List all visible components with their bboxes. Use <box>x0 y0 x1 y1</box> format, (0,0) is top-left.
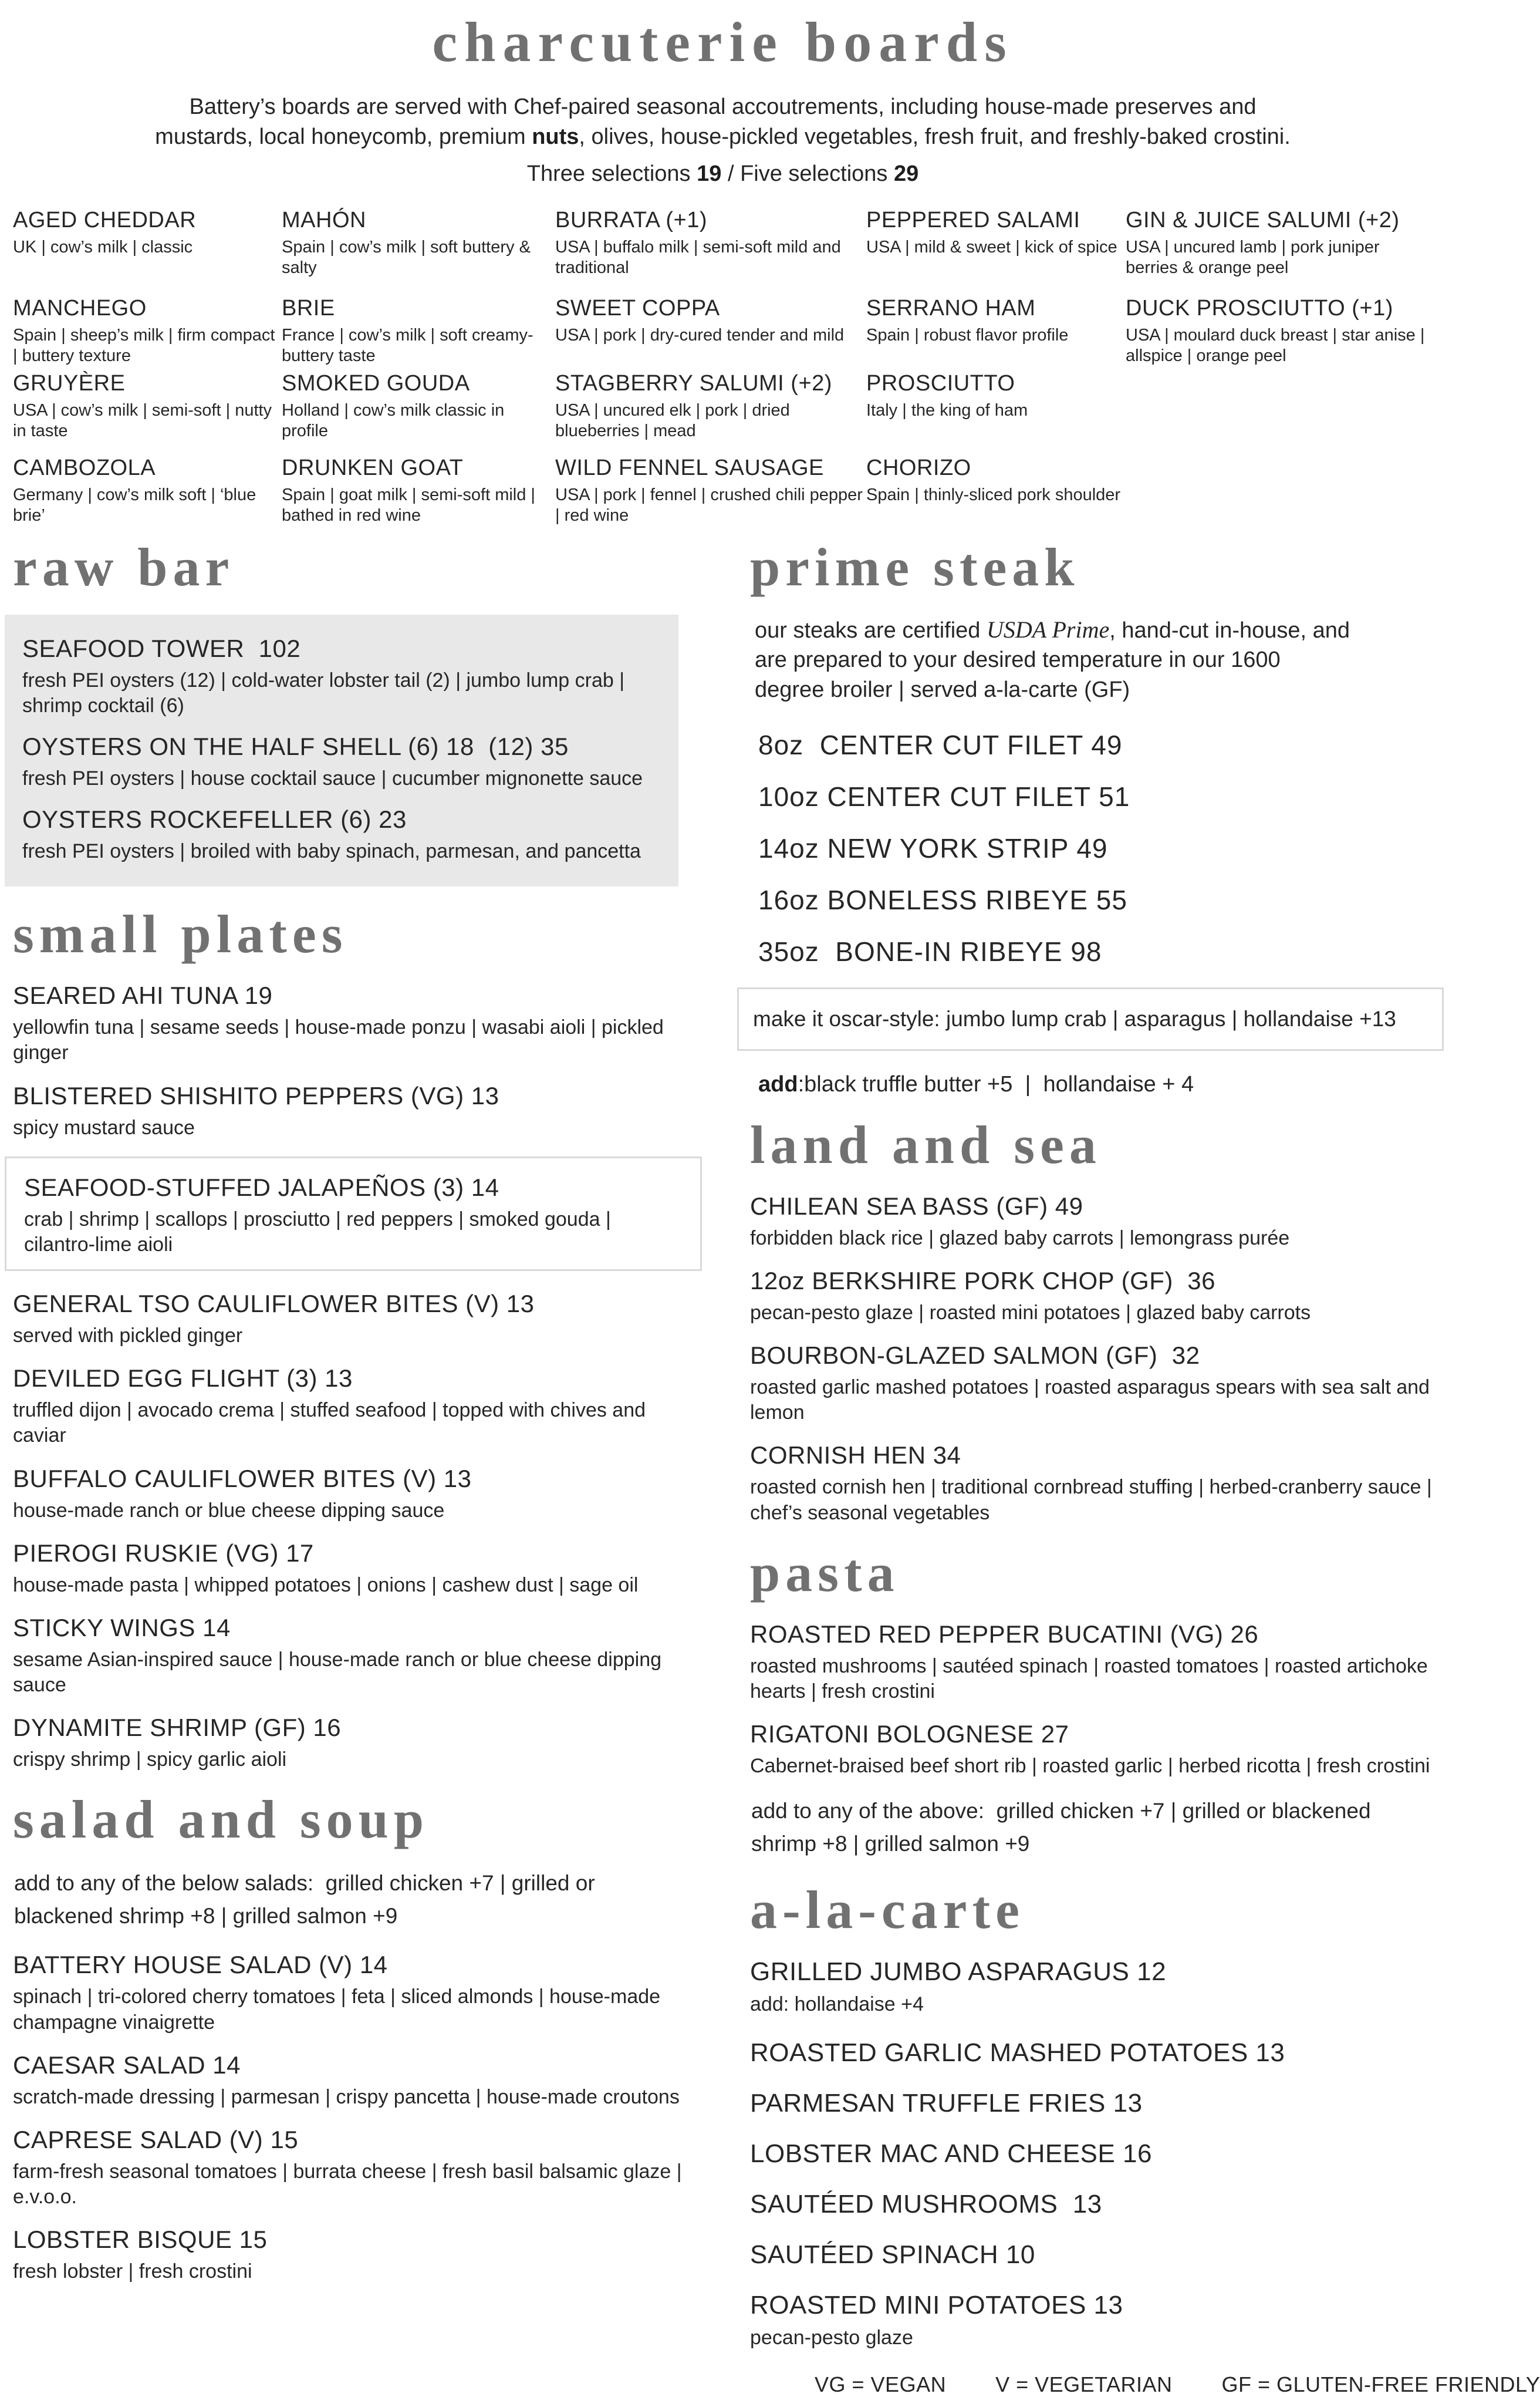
item-desc: France | cow’s milk | soft creamy-buttery taste <box>282 325 552 367</box>
item-name: CAMBOZOLA <box>13 456 278 481</box>
menu-item <box>866 371 1122 453</box>
item-name: SMOKED GOUDA <box>282 371 552 396</box>
intro-line2-before: mustards, local honeycomb, premium <box>155 124 532 149</box>
item-desc: USA | mild & sweet | kick of spice <box>866 237 1122 258</box>
item-name: CHILEAN SEA BASS (GF) 49 <box>750 1192 1433 1221</box>
item-name: CAPRESE SALAD (V) 15 <box>13 2126 689 2154</box>
menu-item <box>24 1174 683 1258</box>
item-name: BUFFALO CAULIFLOWER BITES (V) 13 <box>13 1465 689 1493</box>
menu-item <box>750 2240 1433 2270</box>
item-name: AGED CHEDDAR <box>13 208 278 233</box>
item-name: PROSCIUTTO <box>866 371 1122 396</box>
item-desc: house-made pasta | whipped potatoes | onions | cashew dust | sage oil <box>13 1573 689 1598</box>
menu-item <box>13 1290 689 1348</box>
dietary-legend <box>815 2372 1433 2397</box>
menu-item <box>750 1341 1433 1425</box>
menu-item <box>555 456 863 527</box>
raw-bar-box <box>5 615 678 887</box>
legend-vegetarian: V = VEGETARIAN <box>995 2372 1172 2397</box>
item-desc: crispy shrimp | spicy garlic aioli <box>13 1747 689 1772</box>
selections-label1: Three selections <box>527 161 697 186</box>
item-desc: scratch-made dressing | parmesan | crispy pancetta | house-made croutons <box>13 2085 689 2110</box>
menu-item <box>13 982 689 1066</box>
item-desc: USA | moulard duck breast | star anise | allspice | orange peel <box>1126 325 1433 367</box>
item-desc: truffled dijon | avocado crema | stuffed seafood | topped with chives and caviar <box>13 1398 689 1448</box>
menu-item <box>13 1465 689 1523</box>
section-heading-pasta: pasta <box>750 1542 1433 1604</box>
item-desc: spinach | tri-colored cherry tomatoes | feta | sliced almonds | house-made champagne vinaigrette <box>13 1984 689 2035</box>
menu-item <box>282 296 552 369</box>
item-name: GRUYÈRE <box>13 371 278 396</box>
item-desc: USA | buffalo milk | semi-soft mild and traditional <box>555 237 863 279</box>
item-desc: yellowfin tuna | sesame seeds | house-made ponzu | wasabi aioli | pickled ginger <box>13 1015 689 1066</box>
intro-text <box>19 92 1427 152</box>
menu-header <box>13 9 1433 187</box>
menu-item <box>750 1441 1433 1525</box>
menu-item <box>750 1267 1433 1326</box>
item-desc: fresh PEI oysters | broiled with baby spinach, parmesan, and pancetta <box>22 839 661 864</box>
item-name: BURRATA (+1) <box>555 208 863 233</box>
item-desc: forbidden black rice | glazed baby carrots | lemongrass purée <box>750 1226 1433 1251</box>
item-desc: house-made ranch or blue cheese dipping sauce <box>13 1498 689 1523</box>
item-desc: roasted cornish hen | traditional cornbread stuffing | herbed-cranberry sauce | chef’s seasonal vegetables <box>750 1475 1433 1525</box>
steak-item: 16oz BONELESS RIBEYE 55 <box>758 884 1433 916</box>
menu-item <box>750 2190 1433 2219</box>
item-name: CAESAR SALAD 14 <box>13 2051 689 2079</box>
item-desc: Spain | thinly-sliced pork shoulder <box>866 485 1122 505</box>
item-name: ROASTED MINI POTATOES 13 <box>750 2291 1433 2320</box>
menu-item <box>866 208 1122 294</box>
menu-item <box>282 371 552 453</box>
menu-item <box>750 2291 1433 2351</box>
oscar-style-box: make it oscar-style: jumbo lump crab | asparagus | hollandaise +13 <box>737 987 1444 1051</box>
menu-item <box>750 2139 1433 2169</box>
usda-prime-label: USDA Prime <box>987 616 1109 643</box>
item-desc: pecan-pesto glaze | roasted mini potatoes | glazed baby carrots <box>750 1300 1433 1326</box>
item-name: PEPPERED SALAMI <box>866 208 1122 233</box>
item-name: ROASTED GARLIC MASHED POTATOES 13 <box>750 2038 1433 2068</box>
section-heading-small-plates: small plates <box>13 903 689 965</box>
menu-item <box>22 805 661 864</box>
menu-item <box>13 1364 689 1448</box>
item-name: SAUTÉED MUSHROOMS 13 <box>750 2190 1433 2219</box>
steak-intro-text: degree broiler | served a-la-carte (GF) <box>755 677 1130 702</box>
menu-item <box>13 2226 689 2284</box>
legend-gluten-free: GF = GLUTEN-FREE FRIENDLY <box>1222 2372 1540 2397</box>
item-desc: fresh lobster | fresh crostini <box>13 2259 689 2284</box>
item-name: PIEROGI RUSKIE (VG) 17 <box>13 1539 689 1567</box>
item-name: STAGBERRY SALUMI (+2) <box>555 371 863 396</box>
menu-item <box>750 1957 1433 2017</box>
menu-item <box>13 1539 689 1598</box>
item-desc: Spain | sheep’s milk | firm compact | buttery texture <box>13 325 278 367</box>
item-desc: add: hollandaise +4 <box>750 1992 1433 2017</box>
menu-item <box>13 2126 689 2210</box>
left-column <box>13 536 689 2397</box>
item-desc: Italy | the king of ham <box>866 400 1122 421</box>
charcuterie-column-5 <box>1126 208 1433 529</box>
steak-intro-text: , hand-cut in-house, and <box>1109 618 1350 643</box>
item-desc: served with pickled ginger <box>13 1323 689 1348</box>
item-name: SAUTÉED SPINACH 10 <box>750 2240 1433 2270</box>
item-name: BLISTERED SHISHITO PEPPERS (VG) 13 <box>13 1082 689 1110</box>
page-title: charcuterie boards <box>13 9 1433 75</box>
item-desc: farm-fresh seasonal tomatoes | burrata cheese | fresh basil balsamic glaze | e.v.o.o. <box>13 2159 689 2210</box>
menu-item <box>750 1720 1433 1779</box>
item-name: SEAFOOD TOWER 102 <box>22 635 661 663</box>
selections-price1: 19 <box>697 161 721 186</box>
item-desc: Spain | goat milk | semi-soft mild | bathed in red wine <box>282 485 552 527</box>
section-heading-a-la-carte: a-la-carte <box>750 1879 1433 1941</box>
steak-intro-text: our steaks are certified <box>755 618 987 643</box>
charcuterie-column-2 <box>282 208 552 529</box>
section-heading-salad-and-soup: salad and soup <box>13 1788 689 1850</box>
item-name: 12oz BERKSHIRE PORK CHOP (GF) 36 <box>750 1267 1433 1295</box>
menu-item <box>13 2051 689 2110</box>
salad-add-note: add to any of the below salads: grilled chicken +7 | grilled or blackened shrimp +8 | grilled salmon +9 <box>14 1867 689 1932</box>
item-desc: roasted garlic mashed potatoes | roasted asparagus spears with sea salt and lemon <box>750 1375 1433 1425</box>
item-name: SEAFOOD-STUFFED JALAPEÑOS (3) 14 <box>24 1174 683 1202</box>
item-name: GENERAL TSO CAULIFLOWER BITES (V) 13 <box>13 1290 689 1318</box>
menu-item <box>13 1951 689 2035</box>
menu-item <box>555 371 863 453</box>
charcuterie-grid <box>13 208 1433 529</box>
menu-item <box>13 296 278 369</box>
add-label: add <box>758 1072 798 1097</box>
item-name: PARMESAN TRUFFLE FRIES 13 <box>750 2089 1433 2118</box>
item-name: GRILLED JUMBO ASPARAGUS 12 <box>750 1957 1433 1987</box>
item-name: DRUNKEN GOAT <box>282 456 552 481</box>
item-name: RIGATONI BOLOGNESE 27 <box>750 1720 1433 1748</box>
right-column <box>750 536 1433 2397</box>
section-heading-prime-steak: prime steak <box>750 536 1433 598</box>
item-name: BOURBON-GLAZED SALMON (GF) 32 <box>750 1341 1433 1370</box>
item-desc: pecan-pesto glaze <box>750 2325 1433 2351</box>
section-heading-raw-bar: raw bar <box>13 536 689 598</box>
prime-steak-intro <box>755 615 1433 704</box>
item-desc: crab | shrimp | scallops | prosciutto | red peppers | smoked gouda | cilantro-lime aioli <box>24 1207 683 1258</box>
steak-list <box>758 729 1433 967</box>
intro-line1: Battery’s boards are served with Chef-paired seasonal accoutrements, including house-made preserves and <box>190 95 1257 119</box>
charcuterie-column-3 <box>555 208 863 529</box>
menu-item <box>22 635 661 719</box>
item-name: WILD FENNEL SAUSAGE <box>555 456 863 481</box>
steak-add-line <box>758 1072 1433 1097</box>
menu-item <box>13 208 278 294</box>
item-desc: fresh PEI oysters (12) | cold-water lobster tail (2) | jumbo lump crab | shrimp cocktail (6) <box>22 668 661 719</box>
steak-item: 14oz NEW YORK STRIP 49 <box>758 832 1433 864</box>
item-name: LOBSTER BISQUE 15 <box>13 2226 689 2254</box>
item-name: CHORIZO <box>866 456 1122 481</box>
item-name: ROASTED RED PEPPER BUCATINI (VG) 26 <box>750 1620 1433 1648</box>
item-name: DYNAMITE SHRIMP (GF) 16 <box>13 1714 689 1742</box>
item-desc: USA | uncured lamb | pork juniper berries & orange peel <box>1126 237 1433 279</box>
item-name: DUCK PROSCIUTTO (+1) <box>1126 296 1433 321</box>
item-name: STICKY WINGS 14 <box>13 1614 689 1642</box>
item-name: DEVILED EGG FLIGHT (3) 13 <box>13 1364 689 1393</box>
item-name: OYSTERS ROCKEFELLER (6) 23 <box>22 805 661 834</box>
menu-item <box>750 1192 1433 1251</box>
item-name: SWEET COPPA <box>555 296 863 321</box>
charcuterie-column-1 <box>13 208 278 529</box>
menu-item <box>866 456 1122 505</box>
steak-intro-text: are prepared to your desired temperature in our 1600 <box>755 648 1281 672</box>
selections-line <box>13 161 1433 187</box>
charcuterie-column-4 <box>866 208 1122 529</box>
item-desc: fresh PEI oysters | house cocktail sauce | cucumber mignonette sauce <box>22 766 661 791</box>
menu-item <box>13 456 278 527</box>
intro-line2-after: , olives, house-pickled vegetables, fresh fruit, and freshly-baked crostini. <box>579 124 1290 149</box>
add-options: :black truffle butter +5 | hollandaise + 4 <box>798 1072 1194 1097</box>
menu-item <box>750 1620 1433 1704</box>
intro-bold-word: nuts <box>532 124 579 149</box>
item-name: BRIE <box>282 296 552 321</box>
menu-item <box>750 2038 1433 2068</box>
item-desc: roasted mushrooms | sautéed spinach | roasted tomatoes | roasted artichoke hearts | fresh crostini <box>750 1654 1433 1704</box>
item-desc: USA | cow’s milk | semi-soft | nutty in taste <box>13 400 278 442</box>
menu-item <box>282 456 552 527</box>
item-desc: UK | cow’s milk | classic <box>13 237 278 258</box>
item-desc: Spain | robust flavor profile <box>866 325 1122 346</box>
item-name: OYSTERS ON THE HALF SHELL (6) 18 (12) 35 <box>22 733 661 761</box>
jalapenos-highlight-box <box>5 1157 702 1271</box>
menu-item <box>13 371 278 453</box>
item-name: GIN & JUICE SALUMI (+2) <box>1126 208 1433 233</box>
item-desc: Spain | cow’s milk | soft buttery & salty <box>282 237 552 279</box>
item-desc: USA | uncured elk | pork | dried blueberries | mead <box>555 400 863 442</box>
item-desc: USA | pork | dry-cured tender and mild <box>555 325 863 346</box>
menu-item <box>555 208 863 294</box>
item-name: BATTERY HOUSE SALAD (V) 14 <box>13 1951 689 1979</box>
item-desc: sesame Asian-inspired sauce | house-made ranch or blue cheese dipping sauce <box>13 1647 689 1698</box>
menu-item <box>1126 296 1433 369</box>
item-desc: Germany | cow’s milk soft | ‘blue brie’ <box>13 485 278 527</box>
item-name: MAHÓN <box>282 208 552 233</box>
item-name: MANCHEGO <box>13 296 278 321</box>
item-desc: spicy mustard sauce <box>13 1115 689 1141</box>
item-name: SERRANO HAM <box>866 296 1122 321</box>
menu-item <box>282 208 552 294</box>
item-desc: Cabernet-braised beef short rib | roasted garlic | herbed ricotta | fresh crostini <box>750 1754 1433 1779</box>
selections-price2: 29 <box>894 161 918 186</box>
legend-vegan: VG = VEGAN <box>815 2372 946 2397</box>
item-name: CORNISH HEN 34 <box>750 1441 1433 1469</box>
steak-item: 35oz BONE-IN RIBEYE 98 <box>758 936 1433 967</box>
menu-columns <box>13 536 1433 2397</box>
menu-item <box>866 296 1122 369</box>
menu-item <box>13 1714 689 1772</box>
steak-item: 10oz CENTER CUT FILET 51 <box>758 781 1433 813</box>
selections-label2: / Five selections <box>721 161 894 186</box>
section-heading-land-and-sea: land and sea <box>750 1114 1433 1176</box>
menu-item <box>750 2089 1433 2118</box>
steak-item: 8oz CENTER CUT FILET 49 <box>758 729 1433 761</box>
menu-item <box>555 296 863 369</box>
menu-item <box>13 1082 689 1141</box>
item-desc: Holland | cow’s milk classic in profile <box>282 400 552 442</box>
item-name: LOBSTER MAC AND CHEESE 16 <box>750 2139 1433 2169</box>
item-name: SEARED AHI TUNA 19 <box>13 982 689 1010</box>
pasta-add-note: add to any of the above: grilled chicken +7 | grilled or blackened shrimp +8 | grilled salmon +9 <box>751 1795 1433 1860</box>
menu-item <box>13 1614 689 1698</box>
item-desc: USA | pork | fennel | crushed chili pepper | red wine <box>555 485 863 527</box>
menu-item <box>1126 208 1433 294</box>
menu-item <box>22 733 661 791</box>
